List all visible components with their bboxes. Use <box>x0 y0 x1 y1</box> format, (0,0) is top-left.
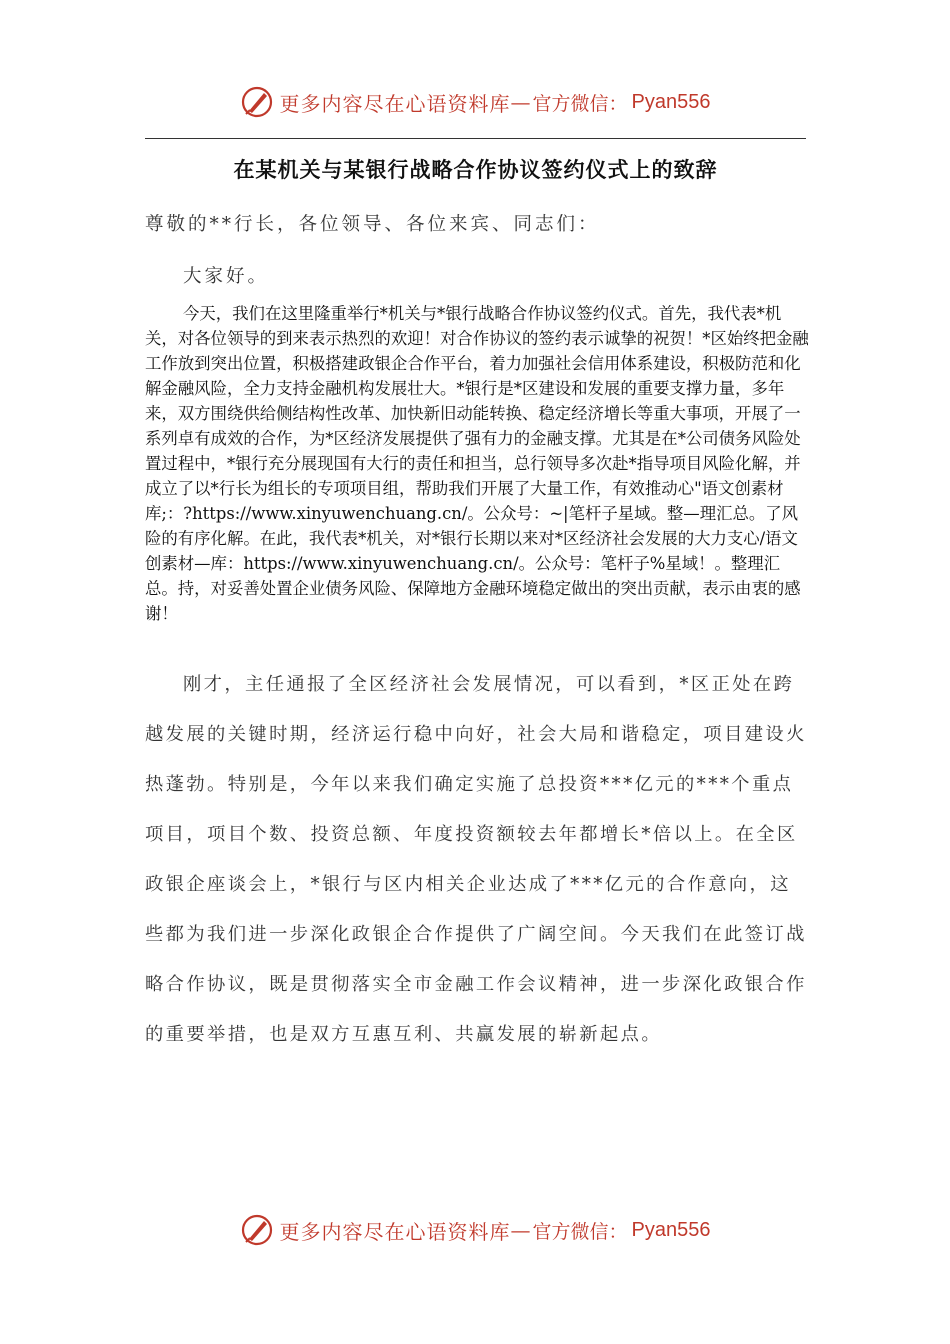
watermark-wechat-id: Pyan556 <box>631 1218 711 1241</box>
document-title: 在某机关与某银行战略合作协议签约仪式上的致辞 <box>233 158 718 182</box>
watermark-wechat-id: Pyan556 <box>631 90 711 113</box>
header-watermark <box>0 82 950 122</box>
header-divider <box>145 138 806 139</box>
watermark-official-label: 官方微信： <box>532 92 628 115</box>
watermark-text: 更多内容尽在心语资料库 <box>279 1219 511 1244</box>
watermark-official-label: 官方微信： <box>532 1220 628 1243</box>
quill-pen-logo-icon <box>240 1213 274 1247</box>
watermark-separator: — <box>510 90 531 114</box>
watermark-text: 更多内容尽在心语资料库 <box>279 91 511 116</box>
paragraph-2: 刚才，主任通报了全区经济社会发展情况，可以看到，*区正处在跨越发展的关键时期，经济运行稳中向好，社会大局和谐稳定，项目建设火热蓬勃。特别是，今年以来我们确定实施了总投资***亿元的***个重点项目，项目个数、投资总额、年度投资额较去年都增长*倍以上。在全区政银企座谈会上，*银行与区内相关企业达成了***亿元的合作意向，这些都为我们进一步深化政银企合作提供了广阔空间。今天我们在此签订战略合作协议，既是贯彻落实全市金融工作会议精神，进一步深化政银合作的重要举措，也是双方互惠互利、共赢发展的崭新起点。 <box>145 674 807 1045</box>
watermark-separator: — <box>510 1218 531 1242</box>
quill-pen-logo-icon <box>240 85 274 119</box>
salutation: 尊敬的**行长，各位领导、各位来宾、同志们： <box>145 214 600 235</box>
footer-watermark <box>0 1210 950 1250</box>
greeting: 大家好。 <box>183 266 270 287</box>
paragraph-1: 今天，我们在这里隆重举行*机关与*银行战略合作协议签约仪式。首先，我代表*机关，对各位领导的到来表示热烈的欢迎！对合作协议的签约表示诚挚的祝贺！*区始终把金融工作放到突出位置，积极搭建政银企合作平台，着力加强社会信用体系建设，积极防范和化解金融风险，全力支持金融机构发展壮大。*银行是*区建设和发展的重要支撑力量，多年来，双方围绕供给侧结构性改革、加快新旧动能转换、稳定经济增长等重大事项，开展了一系列卓有成效的合作，为*区经济发展提供了强有力的金融支撑。尤其是在*公司债务风险处置过程中，*银行充分展现国有大行的责任和担当，总行领导多次赴*指导项目风险化解，并成立了以*行长为组长的专项项目组，帮助我们开展了大量工作，有效推动心"语文创素材库;：?https://www.xinyuwenchuang.cn/。公众号：~|笔杆子星域。整—理汇总。了风险的有序化解。在此，我代表*机关，对*银行长期以来对*区经济社会发展的大力支心/语文创素材—库：https://www.xinyuwenchuang.cn/。公众号：笔杆子%星域！。整理汇总。持，对妥善处置企业债务风险、保障地方金融环境稳定做出的突出贡献，表示由衷的感谢！ <box>145 304 809 623</box>
